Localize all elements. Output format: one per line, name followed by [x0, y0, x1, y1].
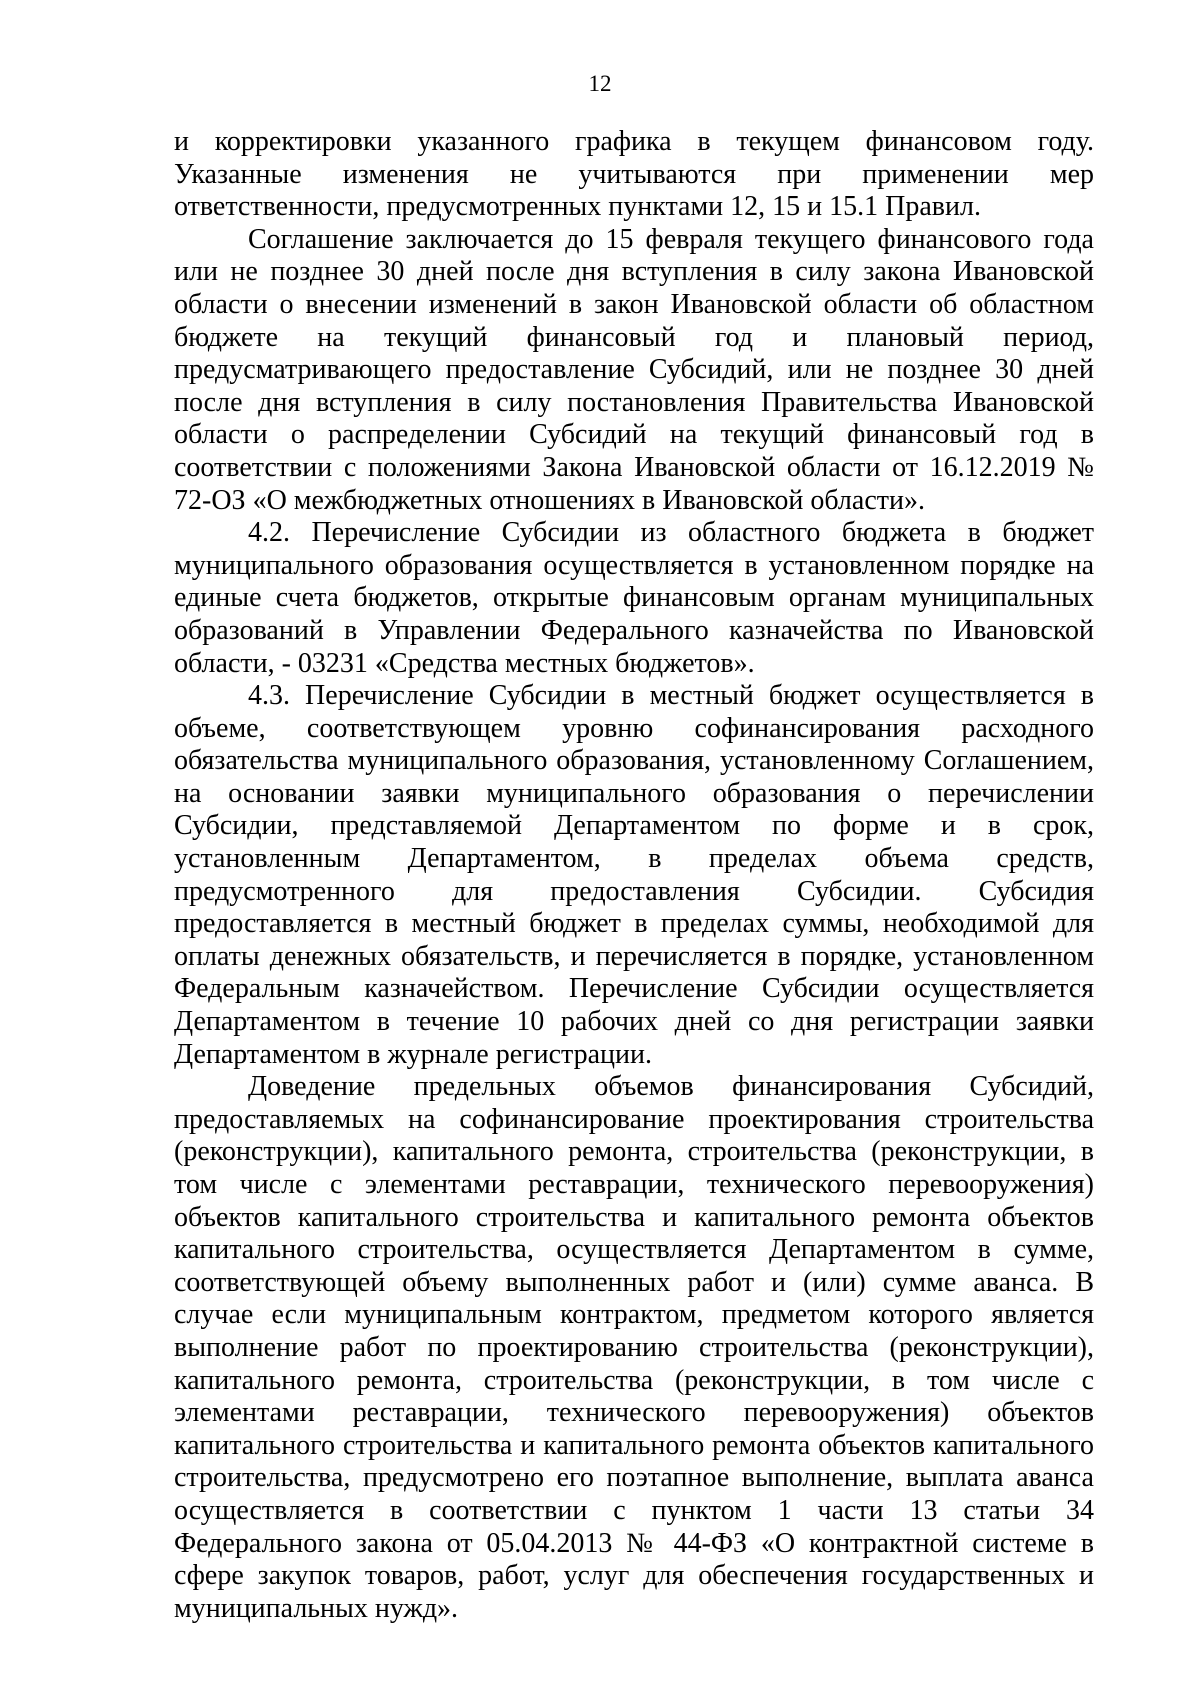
paragraph-4-3: 4.3. Перечисление Субсидии в местный бюджет осуществляется в объеме, соответствующем уровню софинансирования расходного обязательства муниципального образования, установленному Соглашением, на основании заявки муниципального образования о перечислении Субсидии, представляемой Департаментом по форме и в срок, установленным Департаментом, в пределах объема средств, предусмотренного для предоставления Субсидии. Субсидия предоставляется в местный бюджет в пределах суммы, необходимой для оплаты денежных обязательств, и перечисляется в порядке, установленном Федеральным казначейством. Перечисление Субсидии осуществляется Департаментом в течение 10 рабочих дней со дня регистрации заявки Департаментом в журнале регистрации. [174, 680, 1094, 1070]
document-body [174, 126, 1094, 1625]
paragraph-4-2: 4.2. Перечисление Субсидии из областного бюджета в бюджет муниципального образования осуществляется в установленном порядке на единые счета бюджетов, открытые финансовым органам муниципальных образований в Управлении Федерального казначейства по Ивановской области, - 03231 «Средства местных бюджетов». [174, 517, 1094, 679]
paragraph-funding-limits: Доведение предельных объемов финансирования Субсидий, предоставляемых на софинансирование проектирования строительства (реконструкции), капитального ремонта, строительства (реконструкции, в том числе с элементами реставрации, технического перевооружения) объектов капитального строительства и капитального ремонта объектов капитального строительства, осуществляется Департаментом в сумме, соответствующей объему выполненных работ и (или) сумме аванса. В случае если муниципальным контрактом, предметом которого является выполнение работ по проектированию строительства (реконструкции), капитального ремонта, строительства (реконструкции, в том числе с элементами реставрации, технического перевооружения) объектов капитального строительства и капитального ремонта объектов капитального строительства, предусмотрено его поэтапное выполнение, выплата аванса осуществляется в соответствии с пунктом 1 части 13 статьи 34 Федерального закона от 05.04.2013 № 44-ФЗ «О контрактной системе в сфере закупок товаров, работ, услуг для обеспечения государственных и муниципальных нужд». [174, 1071, 1094, 1624]
paragraph-continuation: и корректировки указанного графика в текущем финансовом году. Указанные изменения не учитываются при применении мер ответственности, предусмотренных пунктами 12, 15 и 15.1 Правил. [174, 126, 1094, 223]
page-number: 12 [588, 71, 612, 96]
paragraph-agreement-deadline: Соглашение заключается до 15 февраля текущего финансового года или не позднее 30 дней после дня вступления в силу закона Ивановской области о внесении изменений в закон Ивановской области об областном бюджете на текущий финансовый год и плановый период, предусматривающего предоставление Субсидий, или не позднее 30 дней после дня вступления в силу постановления Правительства Ивановской области о распределении Субсидий на текущий финансовый год в соответствии с положениями Закона Ивановской области от 16.12.2019 № 72-ОЗ «О межбюджетных отношениях в Ивановской области». [174, 223, 1094, 516]
